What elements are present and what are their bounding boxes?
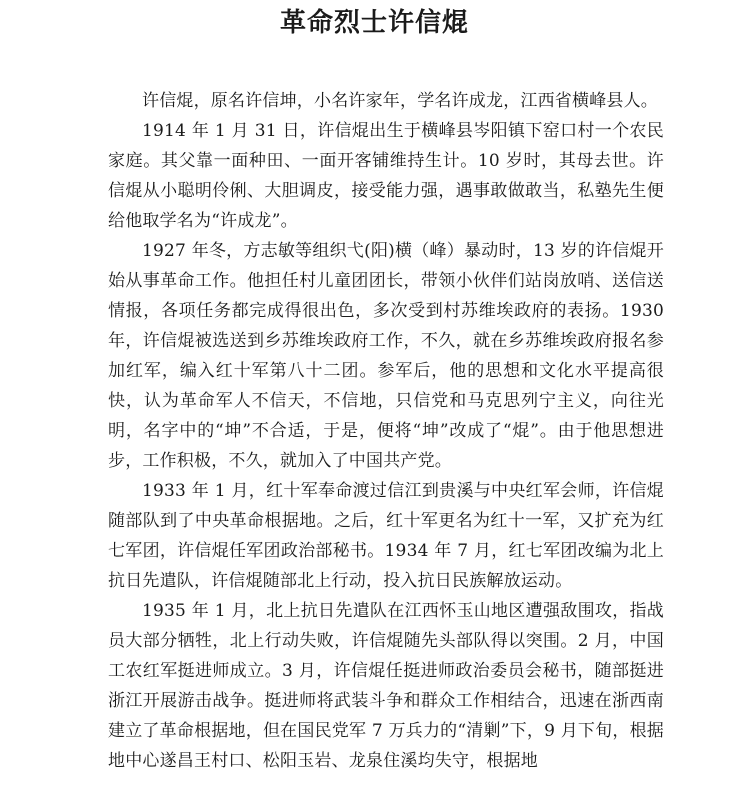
article-body bbox=[108, 86, 664, 776]
paragraph-3: 1927 年冬，方志敏等组织弋(阳)横（峰）暴动时，13 岁的许信焜开始从事革命工作。他担任村儿童团团长，带领小伙伴们站岗放哨、送信送情报，各项任务都完成得很出色，多次受到村苏维埃政府的表扬。1930 年，许信焜被选送到乡苏维埃政府工作，不久，就在乡苏维埃政府报名参加红军，编入红十军第八十二团。参军后，他的思想和文化水平提高很快，认为革命军人不信天，不信地，只信党和马克思列宁主义，向往光明，名字中的“坤”不合适，于是，便将“坤”改成了“焜”。由于他思想进步，工作积极，不久，就加入了中国共产党。 bbox=[108, 241, 664, 471]
paragraph-2: 1914 年 1 月 31 日，许信焜出生于横峰县岑阳镇下窑口村一个农民家庭。其父靠一面种田、一面开客铺维持生计。10 岁时，其母去世。许信焜从小聪明伶俐、大胆调皮，接受能力强，遇事敢做敢当，私塾先生便给他取学名为“许成龙”。 bbox=[108, 121, 664, 231]
paragraph-1: 许信焜，原名许信坤，小名许家年，学名许成龙，江西省横峰县人。 bbox=[142, 91, 658, 111]
paragraph-5: 1935 年 1 月，北上抗日先遣队在江西怀玉山地区遭强敌围攻，指战员大部分牺牲，北上行动失败，许信焜随先头部队得以突围。2 月，中国工农红军挺进师成立。3 月，许信焜任挺进师政治委员会秘书，随部挺进浙江开展游击战争。挺进师将武装斗争和群众工作相结合，迅速在浙西南建立了革命根据地，但在国民党军 7 万兵力的“清剿”下，9 月下旬，根据地中心遂昌王村口、松阳玉岩、龙泉住溪均失守，根据地 bbox=[108, 601, 664, 771]
article-title: 革命烈士许信焜 bbox=[279, 8, 469, 38]
paragraph-4: 1933 年 1 月，红十军奉命渡过信江到贵溪与中央红军会师，许信焜随部队到了中央革命根据地。之后，红十军更名为红十一军，又扩充为红七军团，许信焜任军团政治部秘书。1934 年 7 月，红七军团改编为北上抗日先遣队，许信焜随部北上行动，投入抗日民族解放运动。 bbox=[108, 481, 664, 591]
